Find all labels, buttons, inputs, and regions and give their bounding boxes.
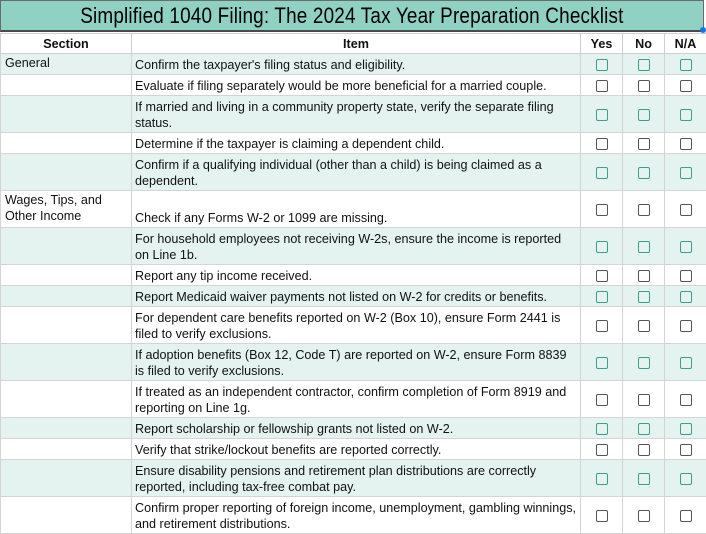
no-cell [623, 418, 665, 439]
section-cell[interactable] [1, 286, 132, 307]
yes-checkbox[interactable] [596, 270, 608, 282]
na-cell [665, 497, 706, 534]
item-cell[interactable]: If treated as an independent contractor, confirm completion of Form 8919 and reporting on Line 1g. [132, 381, 581, 418]
item-cell[interactable]: For dependent care benefits reported on W-2 (Box 10), ensure Form 2441 is filed to verify exclusions. [132, 307, 581, 344]
yes-cell [581, 133, 623, 154]
section-cell[interactable] [1, 96, 132, 133]
na-checkbox[interactable] [680, 241, 692, 253]
sheet-title: Simplified 1040 Filing: The 2024 Tax Year Preparation Checklist [80, 3, 624, 28]
na-cell [665, 154, 706, 191]
yes-cell [581, 460, 623, 497]
yes-cell [581, 307, 623, 344]
section-cell[interactable] [1, 418, 132, 439]
yes-cell [581, 439, 623, 460]
no-cell [623, 133, 665, 154]
item-cell[interactable]: Report any tip income received. [132, 265, 581, 286]
na-cell [665, 54, 706, 75]
table-row [1, 307, 706, 344]
na-cell [665, 228, 706, 265]
yes-checkbox[interactable] [596, 320, 608, 332]
table-row [1, 497, 706, 534]
section-cell[interactable] [1, 344, 132, 381]
na-checkbox[interactable] [680, 167, 692, 179]
yes-checkbox[interactable] [596, 473, 608, 485]
no-checkbox[interactable] [638, 59, 650, 71]
section-cell[interactable] [1, 460, 132, 497]
yes-checkbox[interactable] [596, 444, 608, 456]
na-cell [665, 265, 706, 286]
yes-checkbox[interactable] [596, 423, 608, 435]
header-na[interactable]: N/A [665, 34, 706, 54]
no-cell [623, 460, 665, 497]
checklist-table [0, 33, 706, 534]
na-checkbox[interactable] [680, 320, 692, 332]
na-checkbox[interactable] [680, 80, 692, 92]
na-checkbox[interactable] [680, 357, 692, 369]
yes-checkbox[interactable] [596, 204, 608, 216]
section-cell[interactable] [1, 228, 132, 265]
no-cell [623, 191, 665, 228]
na-checkbox[interactable] [680, 109, 692, 121]
no-checkbox[interactable] [638, 80, 650, 92]
no-checkbox[interactable] [638, 291, 650, 303]
no-cell [623, 54, 665, 75]
item-cell[interactable]: Report scholarship or fellowship grants not listed on W-2. [132, 418, 581, 439]
no-checkbox[interactable] [638, 270, 650, 282]
table-row [1, 54, 706, 75]
header-yes[interactable]: Yes [581, 34, 623, 54]
header-section[interactable]: Section [1, 34, 132, 54]
no-checkbox[interactable] [638, 167, 650, 179]
item-cell[interactable]: Determine if the taxpayer is claiming a dependent child. [132, 133, 581, 154]
no-checkbox[interactable] [638, 473, 650, 485]
no-cell [623, 307, 665, 344]
item-cell[interactable]: For household employees not receiving W-2s, ensure the income is reported on Line 1b. [132, 228, 581, 265]
na-cell [665, 381, 706, 418]
na-checkbox[interactable] [680, 138, 692, 150]
header-item[interactable]: Item [132, 34, 581, 54]
table-row [1, 439, 706, 460]
na-cell [665, 307, 706, 344]
yes-cell [581, 286, 623, 307]
item-cell[interactable]: Confirm if a qualifying individual (other than a child) is being claimed as a dependent. [132, 154, 581, 191]
na-cell [665, 75, 706, 96]
na-checkbox[interactable] [680, 59, 692, 71]
no-cell [623, 96, 665, 133]
yes-checkbox[interactable] [596, 59, 608, 71]
table-row [1, 381, 706, 418]
na-checkbox[interactable] [680, 270, 692, 282]
yes-cell [581, 75, 623, 96]
item-cell[interactable]: Check if any Forms W-2 or 1099 are missing. [132, 191, 581, 228]
yes-checkbox[interactable] [596, 357, 608, 369]
na-checkbox[interactable] [680, 291, 692, 303]
section-cell[interactable]: General [1, 54, 132, 75]
table-row [1, 460, 706, 497]
no-cell [623, 344, 665, 381]
yes-cell [581, 497, 623, 534]
no-checkbox[interactable] [638, 109, 650, 121]
na-cell [665, 191, 706, 228]
no-cell [623, 265, 665, 286]
item-cell[interactable]: Evaluate if filing separately would be more beneficial for a married couple. [132, 75, 581, 96]
yes-checkbox[interactable] [596, 109, 608, 121]
no-cell [623, 286, 665, 307]
yes-cell [581, 381, 623, 418]
na-cell [665, 286, 706, 307]
section-cell[interactable] [1, 133, 132, 154]
header-no[interactable]: No [623, 34, 665, 54]
na-checkbox[interactable] [680, 444, 692, 456]
na-cell [665, 460, 706, 497]
na-cell [665, 439, 706, 460]
table-row [1, 344, 706, 381]
item-cell[interactable]: If married and living in a community property state, verify the separate filing status. [132, 96, 581, 133]
section-cell[interactable] [1, 75, 132, 96]
no-checkbox[interactable] [638, 394, 650, 406]
table-row [1, 154, 706, 191]
na-cell [665, 344, 706, 381]
item-cell[interactable]: Confirm proper reporting of foreign income, unemployment, gambling winnings, and retirement distributions. [132, 497, 581, 534]
yes-checkbox[interactable] [596, 80, 608, 92]
item-cell[interactable]: Ensure disability pensions and retirement plan distributions are correctly reported, including tax-free combat pay. [132, 460, 581, 497]
yes-cell [581, 344, 623, 381]
no-cell [623, 75, 665, 96]
table-row [1, 133, 706, 154]
na-cell [665, 96, 706, 133]
item-cell[interactable]: If adoption benefits (Box 12, Code T) are reported on W-2, ensure Form 8839 is filed to verify exclusions. [132, 344, 581, 381]
na-checkbox[interactable] [680, 423, 692, 435]
section-cell[interactable] [1, 307, 132, 344]
na-cell [665, 133, 706, 154]
section-cell[interactable]: Wages, Tips, and Other Income [1, 191, 132, 228]
section-cell[interactable] [1, 497, 132, 534]
item-cell[interactable]: Report Medicaid waiver payments not listed on W-2 for credits or benefits. [132, 286, 581, 307]
no-cell [623, 497, 665, 534]
yes-cell [581, 154, 623, 191]
item-cell[interactable]: Confirm the taxpayer's filing status and eligibility. [132, 54, 581, 75]
yes-cell [581, 54, 623, 75]
yes-cell [581, 96, 623, 133]
no-checkbox[interactable] [638, 510, 650, 522]
table-row [1, 75, 706, 96]
yes-checkbox[interactable] [596, 167, 608, 179]
no-cell [623, 154, 665, 191]
no-cell [623, 381, 665, 418]
yes-cell [581, 265, 623, 286]
no-checkbox[interactable] [638, 423, 650, 435]
no-cell [623, 228, 665, 265]
table-row [1, 228, 706, 265]
na-checkbox[interactable] [680, 394, 692, 406]
header-row [1, 34, 706, 54]
no-checkbox[interactable] [638, 138, 650, 150]
section-cell[interactable] [1, 381, 132, 418]
table-row [1, 96, 706, 133]
table-row [1, 418, 706, 439]
yes-checkbox[interactable] [596, 510, 608, 522]
yes-checkbox[interactable] [596, 241, 608, 253]
yes-checkbox[interactable] [596, 138, 608, 150]
section-cell[interactable] [1, 439, 132, 460]
na-checkbox[interactable] [680, 510, 692, 522]
table-row [1, 286, 706, 307]
table-row [1, 265, 706, 286]
sheet-title-cell[interactable] [0, 0, 704, 32]
yes-cell [581, 418, 623, 439]
section-cell[interactable] [1, 265, 132, 286]
section-cell[interactable] [1, 154, 132, 191]
no-checkbox[interactable] [638, 204, 650, 216]
no-checkbox[interactable] [638, 241, 650, 253]
yes-cell [581, 228, 623, 265]
item-cell[interactable]: Verify that strike/lockout benefits are reported correctly. [132, 439, 581, 460]
no-cell [623, 439, 665, 460]
na-checkbox[interactable] [680, 204, 692, 216]
yes-checkbox[interactable] [596, 291, 608, 303]
no-checkbox[interactable] [638, 444, 650, 456]
na-cell [665, 418, 706, 439]
no-checkbox[interactable] [638, 357, 650, 369]
no-checkbox[interactable] [638, 320, 650, 332]
yes-checkbox[interactable] [596, 394, 608, 406]
yes-cell [581, 191, 623, 228]
na-checkbox[interactable] [680, 473, 692, 485]
table-row [1, 191, 706, 228]
